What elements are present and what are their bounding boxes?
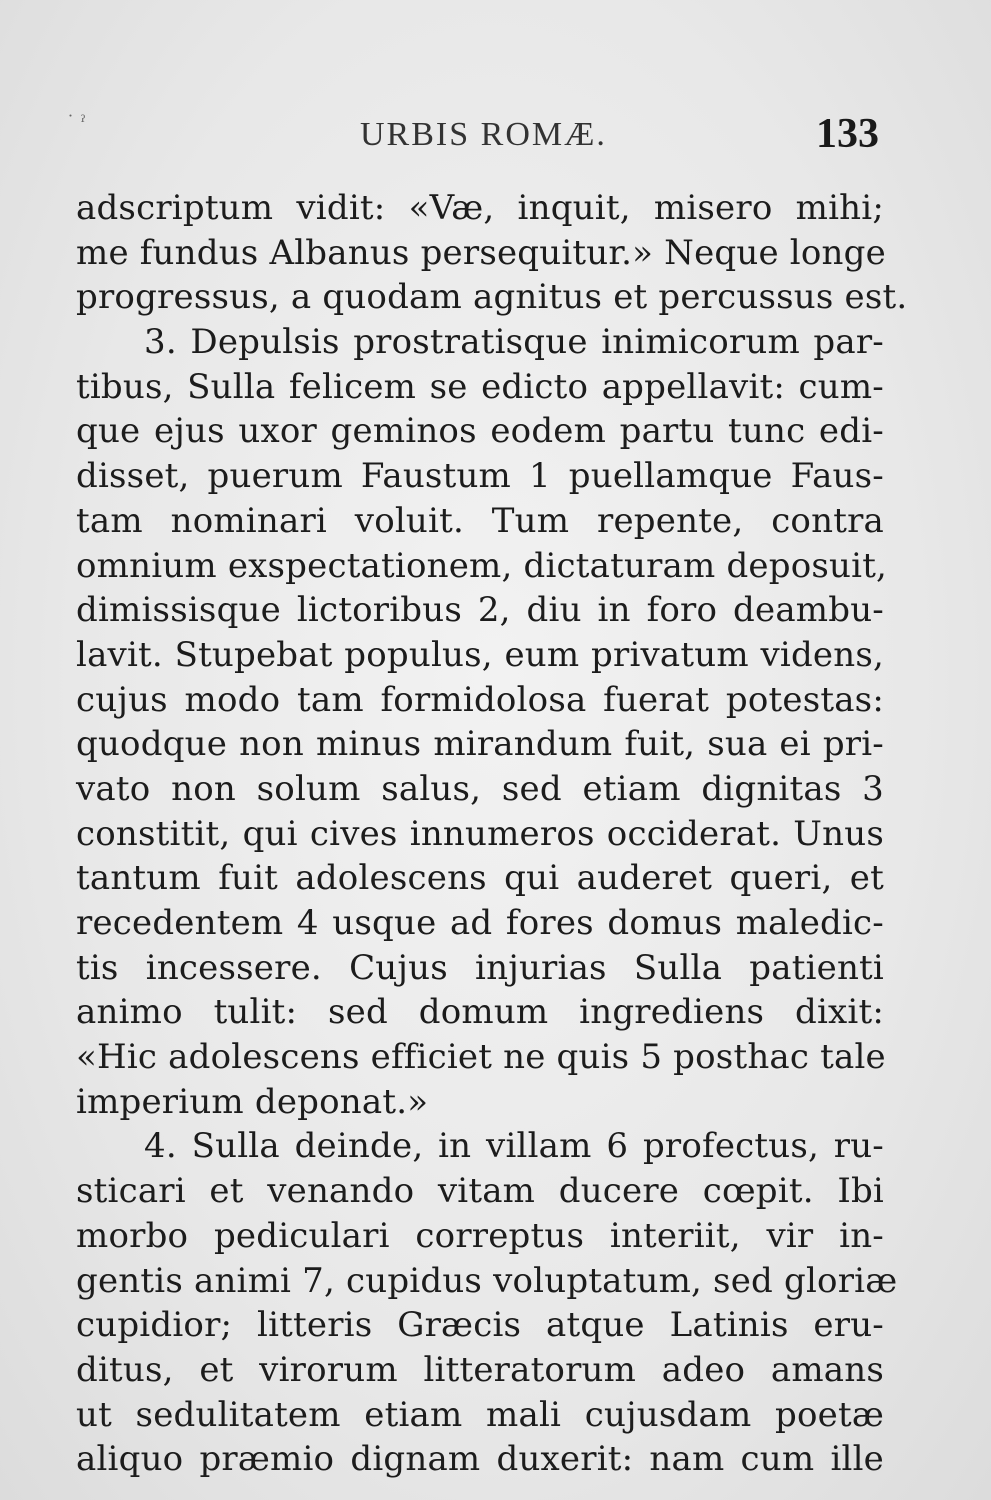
text-line: omnium exspectationem, dictaturam deposuit, bbox=[76, 545, 888, 586]
text-line: ut sedulitatem etiam mali cujusdam poetæ bbox=[76, 1394, 884, 1435]
text-line: tis incessere. Cujus injurias Sulla patienti bbox=[76, 947, 884, 988]
text-line: recedentem 4 usque ad fores domus maledic- bbox=[76, 903, 884, 943]
text-line: vato non solum salus, sed etiam dignitas 3 bbox=[76, 768, 884, 809]
margin-mark: ˙ ˀ bbox=[66, 112, 86, 133]
text-line: que ejus uxor geminos eodem partu tunc edi- bbox=[76, 411, 884, 452]
page-number: 133 bbox=[816, 111, 879, 157]
text-line: cupidior; litteris Græcis atque Latinis eru- bbox=[76, 1305, 884, 1346]
text-line: tibus, Sulla felicem se edicto appellavit: cum- bbox=[76, 366, 884, 407]
running-title: URBIS ROMÆ. bbox=[360, 116, 607, 153]
text-line: dimissisque lictoribus 2, diu in foro deambu- bbox=[76, 590, 884, 631]
text-line: gentis animi 7, cupidus voluptatum, sed gloriæ bbox=[76, 1260, 898, 1301]
text-line: morbo pediculari correptus interiit, vir in- bbox=[76, 1215, 884, 1256]
text-line: tantum fuit adolescens qui auderet queri, et bbox=[76, 858, 884, 899]
text-line: constitit, qui cives innumeros occiderat. Unus bbox=[76, 813, 884, 854]
text-line: aliquo præmio dignam duxerit: nam cum ille bbox=[76, 1439, 884, 1480]
text-line: progressus, a quodam agnitus et percussus est. bbox=[76, 277, 908, 318]
text-line: animo tulit: sed domum ingrediens dixit: bbox=[76, 992, 884, 1033]
text-line: lavit. Stupebat populus, eum privatum videns, bbox=[76, 634, 884, 675]
text-line: me fundus Albanus persequitur.» Neque longe bbox=[76, 232, 886, 273]
text-line: quodque non minus mirandum fuit, sua ei pri- bbox=[76, 724, 884, 765]
text-line: adscriptum vidit: «Væ, inquit, misero mihi; bbox=[76, 188, 884, 228]
running-head bbox=[0, 110, 991, 160]
text-line: imperium deponat.» bbox=[76, 1081, 429, 1122]
text-line: tam nominari voluit. Tum repente, contra bbox=[76, 500, 884, 541]
text-line: sticari et venando vitam ducere cœpit. Ibi bbox=[76, 1171, 884, 1212]
text-line: ditus, et virorum litteratorum adeo amans bbox=[76, 1349, 884, 1390]
body-text bbox=[76, 186, 908, 1482]
text-line: «Hic adolescens efficiet ne quis 5 posthac tale bbox=[76, 1037, 886, 1078]
text-line: cujus modo tam formidolosa fuerat potestas: bbox=[76, 679, 884, 720]
text-line: disset, puerum Faustum 1 puellamque Faus- bbox=[76, 456, 884, 497]
text-line: 3. Depulsis prostratisque inimicorum par- bbox=[144, 322, 884, 363]
text-line: 4. Sulla deinde, in villam 6 profectus, ru- bbox=[144, 1126, 884, 1167]
